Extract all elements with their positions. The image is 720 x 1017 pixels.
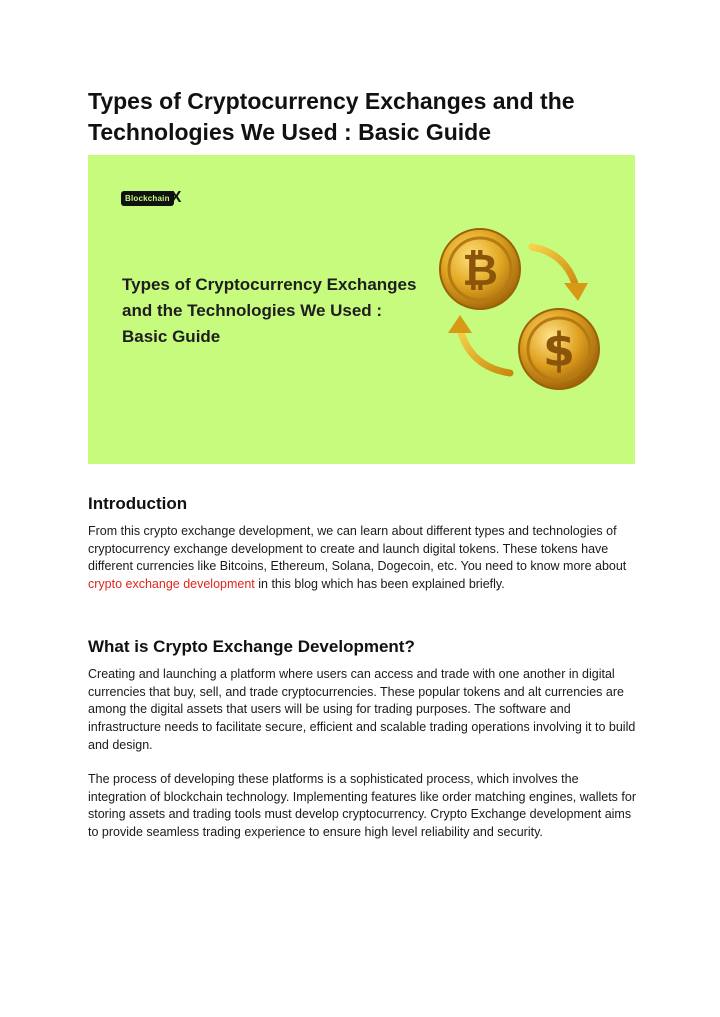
what-is-paragraph-1: Creating and launching a platform where users can access and trade with one another in digital currencies that buy, sell, and trade cryptocurrencies. These popular tokens and alt currencies are among the digital assets that users will be using for trading purposes. The software and infrastructure needs to facilitate secure, efficient and scalable trading operations involving it to build and design. [88, 667, 636, 752]
curved-arrow-up-icon [448, 315, 510, 373]
dollar-coin-icon [519, 309, 599, 389]
bitcoin-coin-icon [440, 229, 520, 309]
banner-headline: Types of Cryptocurrency Exchanges and the Technologies We Used : Basic Guide [122, 275, 417, 346]
coin-exchange-illustration [428, 225, 618, 405]
bitcoin-symbol: ₿ [462, 245, 498, 296]
curved-arrow-down-icon [532, 247, 588, 301]
logo-mark: X [170, 189, 182, 206]
what-is-paragraph-2: The process of developing these platforms is a sophisticated process, which involves the integration of blockchain technology. Implementing features like order matching engines, wallets for storing assets and trading tools must develop cryptocurrency. Crypto Exchange development aims to provide seamless trading experience to ensure high level reliability and security. [88, 772, 636, 840]
crypto-exchange-development-link[interactable]: crypto exchange development [88, 577, 255, 592]
intro-text-before-link: From this crypto exchange development, we can learn about different types and technologies of cryptocurrency exchange development to create and launch digital tokens. These tokens have different currencies like Bitcoins, Ethereum, Solana, Dogecoin, etc. You need to know more about [88, 524, 627, 574]
what-is-heading: What is Crypto Exchange Development? [88, 637, 415, 656]
introduction-paragraph [88, 523, 638, 594]
blockchainx-logo [121, 189, 181, 207]
introduction-heading: Introduction [88, 494, 188, 513]
dollar-symbol: $ [542, 323, 576, 377]
hero-banner-image [88, 155, 635, 464]
logo-text: Blockchain [121, 191, 174, 206]
page-title: Types of Cryptocurrency Exchanges and the Technologies We Used : Basic Guide [88, 88, 575, 145]
intro-text-after-link: in this blog which has been explained briefly. [254, 577, 505, 592]
